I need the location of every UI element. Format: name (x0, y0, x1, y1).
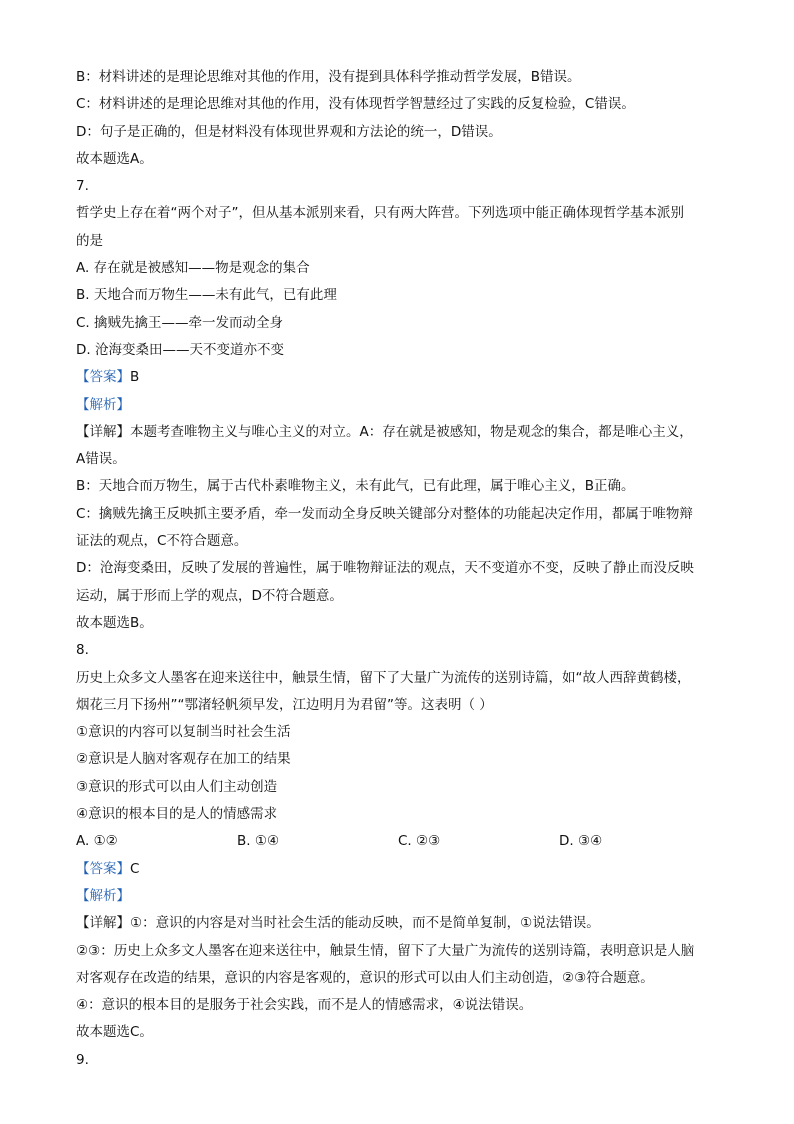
q7-answer (76, 364, 726, 391)
q8-choice-c: C. ②③ (398, 833, 441, 850)
q8-answer-value: C (130, 860, 140, 877)
q7-detail-b: B：天地合而万物生，属于古代朴素唯物主义，未有此气，已有此理，属于唯心主义，B正确。 (76, 478, 635, 495)
q7-conclusion: 故本题选B。 (76, 614, 153, 631)
q8-choices (76, 828, 726, 855)
q7-option-c: C. 擒贼先擒王——牵一发而动全身 (76, 314, 284, 331)
prev-option-d-analysis: D：句子是正确的，但是材料没有体现世界观和方法论的统一，D错误。 (76, 123, 502, 140)
q7-answer-tag: 【答案】 (76, 369, 130, 386)
q7-detail-line1 (76, 419, 726, 446)
prev-option-b-analysis: B：材料讲述的是理论思维对其他的作用，没有提到具体科学推动哲学发展，B错误。 (76, 69, 581, 85)
q8-choice-b: B. ①④ (237, 833, 280, 850)
q7-detail-c2: 证法的观点，C不符合题意。 (76, 533, 248, 550)
q7-stem-line2: 的是 (76, 232, 103, 249)
q7-detail-line2: A错误。 (76, 451, 126, 468)
q7-detail-tag: 【详解】 (76, 423, 130, 440)
q8-detail-tag: 【详解】 (76, 915, 130, 932)
q7-analysis-tag: 【解析】 (76, 396, 130, 413)
q8-detail-23-line1: ②③：历史上众多文人墨客在迎来送往中，触景生情，留下了大量广为流传的送别诗篇，表明意识是人脑 (76, 942, 695, 959)
q7-answer-value: B (130, 369, 140, 386)
q7-detail-d2: 运动，属于形而上学的观点，D不符合题意。 (76, 587, 343, 604)
q8-statement-4: ④意识的根本目的是人的情感需求 (76, 806, 278, 823)
q8-stem-line2: 烟花三月下扬州”“鄂渚轻帆须早发，江边明月为君留”等。这表明（ ） (76, 696, 493, 713)
document-page (76, 64, 726, 1074)
prev-option-c-analysis: C：材料讲述的是理论思维对其他的作用，没有体现哲学智慧经过了实践的反复检验，C错误。 (76, 96, 635, 113)
q8-analysis-tag: 【解析】 (76, 887, 130, 904)
q9-number: 9. (76, 1051, 89, 1068)
q8-conclusion: 故本题选C。 (76, 1024, 153, 1041)
q8-statement-3: ③意识的形式可以由人们主动创造 (76, 778, 278, 795)
q8-statement-1: ①意识的内容可以复制当时社会生活 (76, 724, 291, 741)
q7-detail-c1: C：擒贼先擒王反映抓主要矛盾，牵一发而动全身反映关键部分对整体的功能起决定作用，都属于唯物辩 (76, 505, 693, 522)
q8-detail-4: ④：意识的根本目的是服务于社会实践，而不是人的情感需求，④说法错误。 (76, 997, 533, 1014)
prev-conclusion: 故本题选A。 (76, 150, 153, 167)
q7-option-b: B. 天地合而万物生——未有此气，已有此理 (76, 287, 337, 304)
q8-detail-text1: ①：意识的内容是对当时社会生活的能动反映，而不是简单复制，①说法错误。 (130, 915, 600, 932)
q7-option-d: D. 沧海变桑田——天不变道亦不变 (76, 341, 284, 358)
q8-stem-line1: 历史上众多文人墨客在迎来送往中，触景生情，留下了大量广为流传的送别诗篇，如“故人西辞黄鹤楼， (76, 669, 691, 686)
q8-choice-d: D. ③④ (559, 833, 603, 850)
q7-detail-d1: D：沧海变桑田，反映了发展的普遍性，属于唯物辩证法的观点，天不变道亦不变，反映了静止而没反映 (76, 560, 694, 577)
q8-statement-2: ②意识是人脑对客观存在加工的结果 (76, 751, 291, 768)
q7-analysis-heading (76, 392, 726, 419)
q8-answer-tag: 【答案】 (76, 860, 130, 877)
q7-option-a: A. 存在就是被感知——物是观念的集合 (76, 260, 310, 277)
q8-choice-a: A. ①② (76, 833, 118, 850)
q8-answer (76, 856, 726, 883)
q7-detail-text1: 本题考查唯物主义与唯心主义的对立。A：存在就是被感知，物是观念的集合，都是唯心主义， (130, 423, 693, 440)
q8-detail-23-line2: 对客观存在改造的结果，意识的内容是客观的，意识的形式可以由人们主动创造，②③符合题意。 (76, 969, 654, 986)
q8-analysis-heading (76, 883, 726, 910)
q7-number: 7. (76, 178, 89, 195)
q8-detail-line1 (76, 910, 726, 937)
q8-number: 8. (76, 642, 89, 659)
q7-stem-line1: 哲学史上存在着“两个对子”，但从基本派别来看，只有两大阵营。下列选项中能正确体现哲学基本派别 (76, 205, 684, 222)
